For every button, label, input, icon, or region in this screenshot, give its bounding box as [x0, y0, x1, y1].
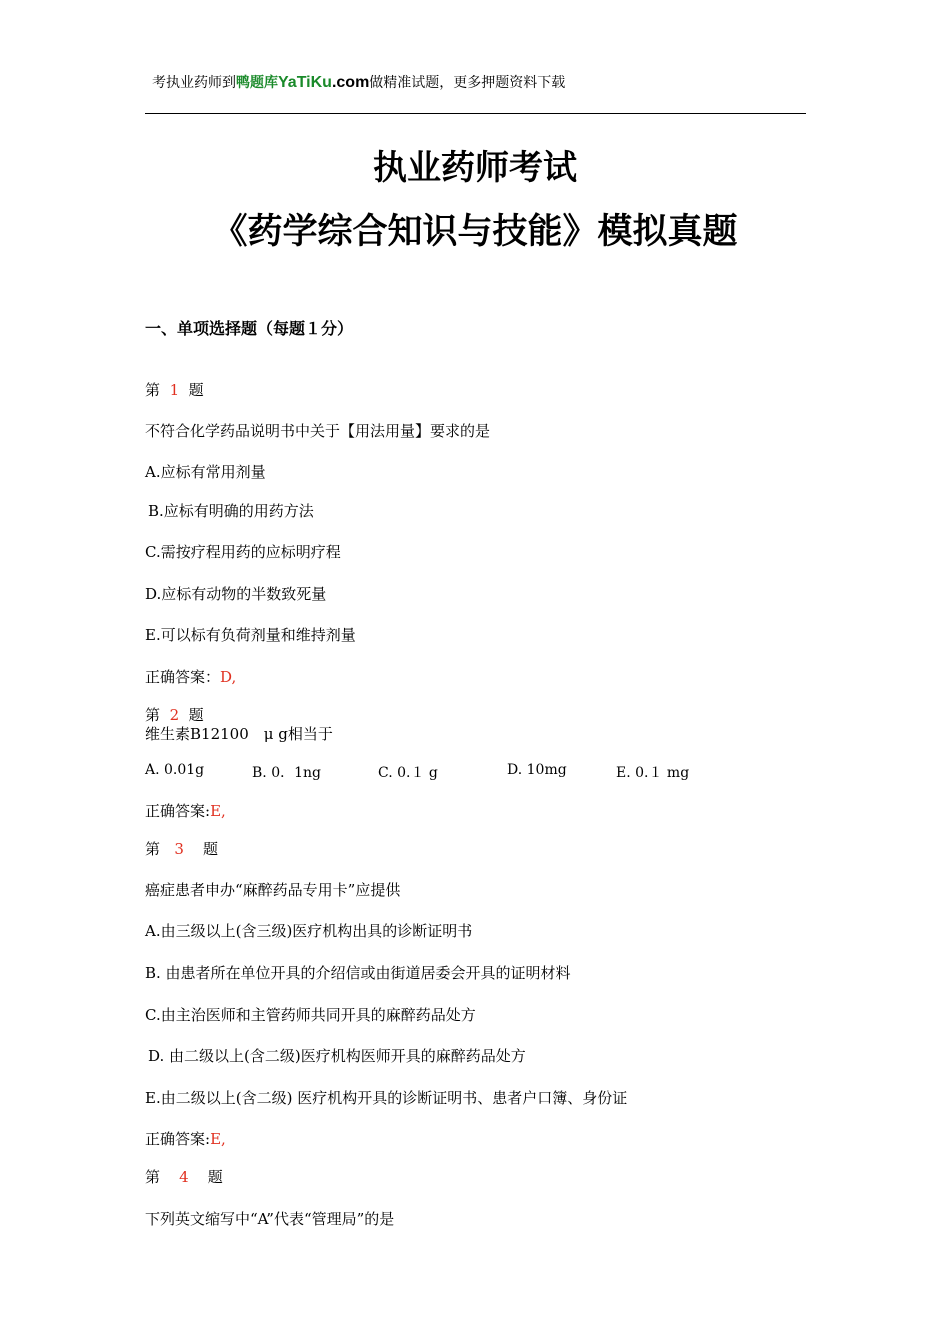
- question-3-label: [145, 838, 218, 859]
- question-2-answer: [145, 800, 226, 821]
- question-4-stem: 下列英文缩写中“A”代表“管理局”的是: [145, 1210, 395, 1228]
- question-label-suffix: 题: [188, 381, 204, 399]
- question-2-stem: 维生素B12100 μ g相当于: [145, 725, 333, 743]
- header-divider: [145, 113, 806, 114]
- question-2-option-b: B. 0．1ng: [252, 765, 321, 781]
- question-label-suffix: 题: [202, 840, 218, 858]
- answer-label: 正确答案:: [145, 1130, 211, 1148]
- brand-domain[interactable]: .com: [331, 74, 370, 91]
- question-label-prefix: 第: [145, 706, 161, 724]
- question-1-label: [145, 379, 204, 400]
- answer-value: E,: [210, 1130, 226, 1148]
- question-2-option-c: C. 0.１ g: [378, 765, 438, 781]
- question-1-answer: [145, 666, 236, 687]
- question-number: 3: [174, 840, 184, 858]
- question-3-answer: [145, 1128, 226, 1149]
- answer-value: D,: [220, 668, 237, 686]
- question-3-option-d: D. 由二级以上(含二级)医疗机构医师开具的麻醉药品处方: [148, 1047, 526, 1065]
- answer-label: 正确答案：: [145, 668, 221, 686]
- question-3-option-b: B. 由患者所在单位开具的介绍信或由街道居委会开具的证明材料: [145, 964, 571, 982]
- question-3-option-e: E.由二级以上(含二级) 医疗机构开具的诊断证明书、患者户口簿、身份证: [145, 1089, 628, 1107]
- question-1-option-c: C.需按疗程用药的应标明疗程: [145, 543, 341, 561]
- brand-name-en[interactable]: YaTiKu: [278, 74, 332, 91]
- header-suffix: 做精准试题，更多押题资料下载: [369, 75, 566, 91]
- document-title-line1: 执业药师考试: [373, 148, 577, 188]
- question-number: 1: [169, 381, 180, 399]
- question-label-prefix: 第: [145, 1168, 161, 1186]
- question-label-suffix: 题: [188, 706, 204, 724]
- question-label-prefix: 第: [145, 840, 161, 858]
- header-prefix: 考执业药师到: [152, 75, 236, 91]
- question-label-suffix: 题: [207, 1168, 223, 1186]
- question-1-option-a: A.应标有常用剂量: [145, 463, 266, 481]
- question-1-option-e: E.可以标有负荷剂量和维持剂量: [145, 626, 356, 644]
- question-1-stem: 不符合化学药品说明书中关于【用法用量】要求的是: [145, 422, 491, 440]
- answer-label: 正确答案:: [145, 802, 211, 820]
- answer-value: E,: [210, 802, 226, 820]
- question-3-stem: 癌症患者申办“麻醉药品专用卡”应提供: [145, 881, 401, 899]
- question-4-label: [145, 1166, 223, 1187]
- question-2-label: [145, 704, 204, 725]
- question-3-option-c: C.由主治医师和主管药师共同开具的麻醉药品处方: [145, 1006, 476, 1024]
- question-2-option-e: E. 0.１ mg: [616, 765, 690, 781]
- page-header: [152, 72, 565, 92]
- question-number: 4: [179, 1168, 189, 1186]
- question-2-option-d: D. 10mg: [507, 762, 567, 778]
- question-label-prefix: 第: [145, 381, 161, 399]
- question-2-option-a: A. 0.01g: [145, 762, 205, 778]
- document-title-line2: 《药学综合知识与技能》模拟真题: [212, 212, 738, 252]
- section-heading: 一、单项选择题（每题１分）: [145, 319, 354, 338]
- question-number: 2: [169, 706, 180, 724]
- question-1-option-b: B.应标有明确的用药方法: [148, 502, 314, 520]
- brand-name-cn[interactable]: 鸭题库: [236, 75, 278, 91]
- question-3-option-a: A.由三级以上(含三级)医疗机构出具的诊断证明书: [145, 922, 473, 940]
- question-1-option-d: D.应标有动物的半数致死量: [145, 585, 327, 603]
